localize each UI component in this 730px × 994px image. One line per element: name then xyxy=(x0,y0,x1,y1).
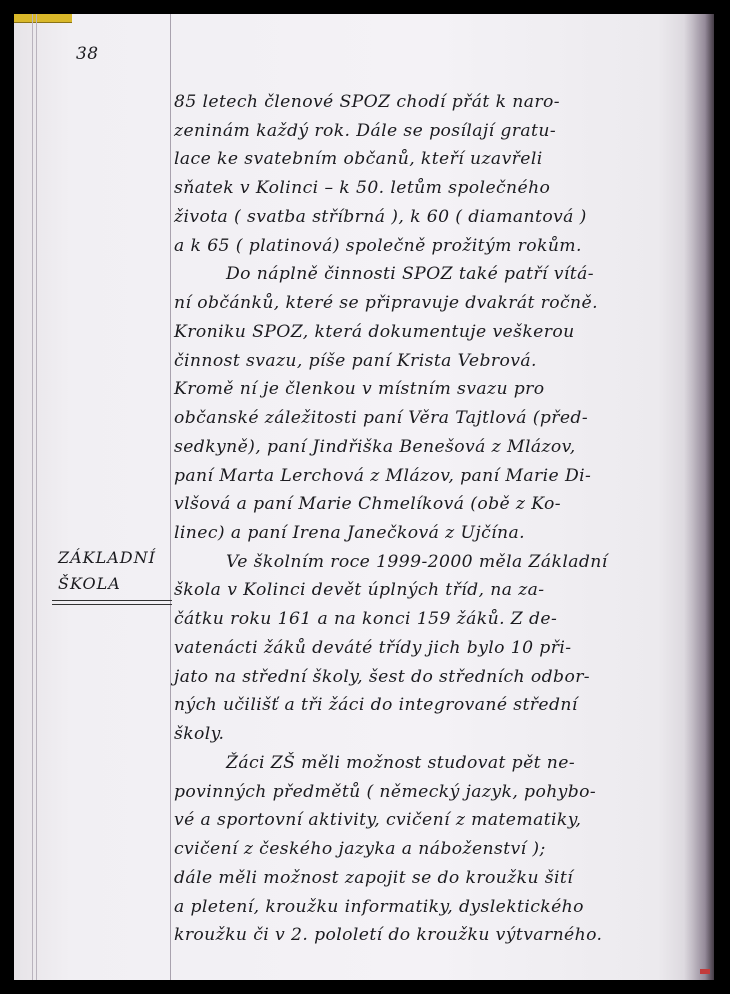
text-line: linec) a paní Irena Janečková z Ujčína. xyxy=(174,523,525,543)
notebook-page xyxy=(14,14,714,980)
margin-heading-underline xyxy=(52,600,172,601)
page-number: 38 xyxy=(76,44,99,64)
binding-edge-line-2 xyxy=(36,14,37,980)
paper-clip-tab xyxy=(14,14,72,23)
text-line: ní občánků, které se připravuje dvakrát ročně. xyxy=(174,293,598,313)
text-line: Kromě ní je členkou v místním svazu pro xyxy=(174,379,545,399)
text-line: života ( svatba stříbrná ), k 60 ( diamantová ) xyxy=(174,207,587,227)
text-line: jato na střední školy, šest do středních odbor- xyxy=(174,667,591,687)
text-line: Kroniku SPOZ, která dokumentuje veškerou xyxy=(174,322,575,342)
text-line: školy. xyxy=(174,724,225,744)
text-line: lace ke svatebním občanů, kteří uzavřeli xyxy=(174,149,543,169)
text-line: činnost svazu, píše paní Krista Vebrová. xyxy=(174,351,537,371)
text-line: zeninám každý rok. Dále se posílají gratu- xyxy=(174,121,557,141)
text-line: a pletení, kroužku informatiky, dyslektického xyxy=(174,897,584,917)
text-line: vé a sportovní aktivity, cvičení z matematiky, xyxy=(174,810,582,830)
corner-mark xyxy=(700,969,710,974)
text-line: 85 letech členové SPOZ chodí přát k naro- xyxy=(174,92,560,112)
margin-heading-underline-2 xyxy=(52,604,172,605)
text-line: cvičení z českého jazyka a náboženství ); xyxy=(174,839,546,859)
text-line: občanské záležitosti paní Věra Tajtlová (před- xyxy=(174,408,589,428)
text-line-indented: Žáci ZŠ měli možnost studovat pět ne- xyxy=(226,753,576,773)
text-line-indented: Ve školním roce 1999-2000 měla Základní xyxy=(226,552,608,572)
text-line: dále měli možnost zapojit se do kroužku šití xyxy=(174,868,574,888)
text-line: ných učilišť a tři žáci do integrované střední xyxy=(174,695,578,715)
text-line: kroužku či v 2. pololetí do kroužku výtvarného. xyxy=(174,925,603,945)
text-line: sedkyně), paní Jindřiška Benešová z Mlázov, xyxy=(174,437,576,457)
margin-rule xyxy=(170,14,171,980)
text-line: sňatek v Kolinci – k 50. letům společného xyxy=(174,178,551,198)
text-line: škola v Kolinci devět úplných tříd, na za- xyxy=(174,580,545,600)
text-line: čátku roku 161 a na konci 159 žáků. Z de- xyxy=(174,609,558,629)
text-line: vatenácti žáků deváté třídy jich bylo 10 při- xyxy=(174,638,572,658)
text-line: povinných předmětů ( německý jazyk, pohybo- xyxy=(174,782,597,802)
text-line: a k 65 ( platinová) společně prožitým rokům. xyxy=(174,236,582,256)
margin-heading: ZÁKLADNÍ xyxy=(58,548,156,567)
text-line-indented: Do náplně činnosti SPOZ také patří vítá- xyxy=(226,264,594,284)
page-spine-shadow xyxy=(684,14,714,980)
text-line: vlšová a paní Marie Chmelíková (obě z Ko- xyxy=(174,494,561,514)
margin-heading: ŠKOLA xyxy=(58,574,121,593)
text-line: paní Marta Lerchová z Mlázov, paní Marie Di- xyxy=(174,466,592,486)
binding-edge-line xyxy=(32,14,33,980)
